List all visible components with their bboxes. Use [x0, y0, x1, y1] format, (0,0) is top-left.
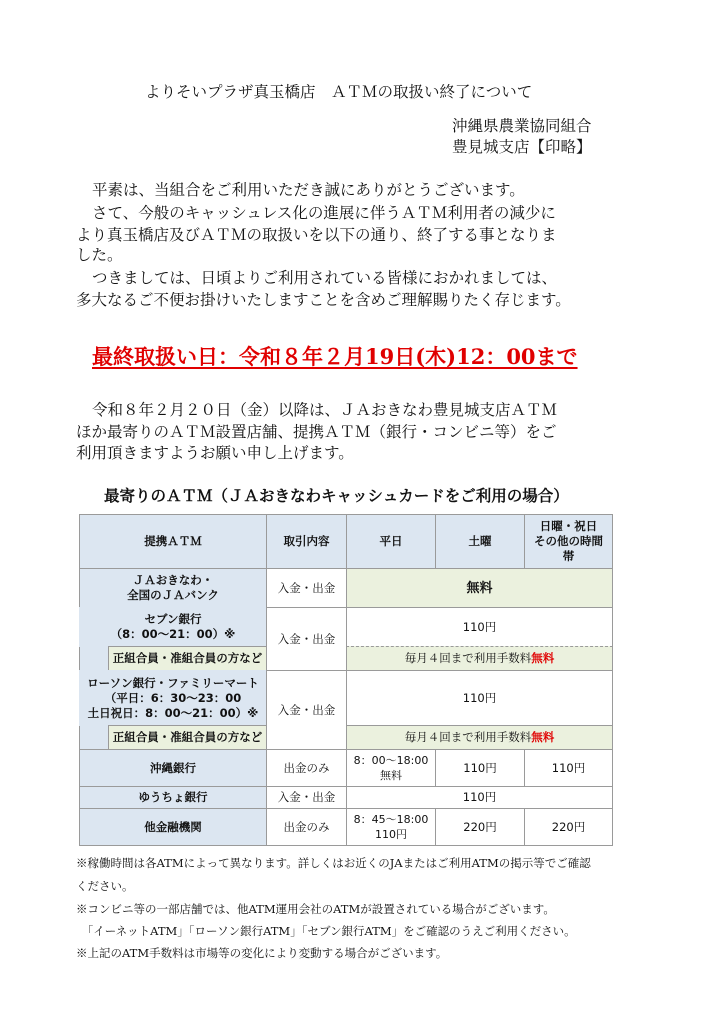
row-seven-member-fee: 毎月４回まで利用手数料 無料	[346, 646, 613, 671]
header-type: 取引内容	[266, 514, 347, 569]
row-yucho-name: ゆうちょ銀行	[79, 786, 267, 809]
row-lawson-member-fee: 毎月４回まで利用手数料 無料	[346, 725, 613, 750]
row-seven-type: 入金・出金	[266, 607, 347, 671]
row-lawson-name: ローソン銀行・ファミリーマート （平日：6：30～23：00 土日祝日：8：00～21：00）※	[79, 670, 267, 726]
free-label: 無料	[531, 651, 555, 665]
header-sunday: 日曜・祝日 その他の時間帯	[524, 514, 613, 569]
row-other-type: 出金のみ	[266, 808, 347, 846]
row-seven-name: セブン銀行 （8：00～21：00）※	[79, 607, 267, 647]
issuer-branch: 豊見城支店【印略】	[452, 138, 592, 156]
row-okinawa-name: 沖縄銀行	[79, 749, 267, 787]
row-lawson-fee: 110円	[346, 670, 613, 726]
page-title: よりそいプラザ真玉橋店 ＡＴＭの取扱い終了について	[145, 83, 533, 101]
note-line: 「イーネットATM」「ローソン銀行ATM」「セブン銀行ATM」をご確認のうえご利用ください。	[76, 924, 576, 938]
after-line: 利用頂きますようお願い申し上げます。	[76, 444, 354, 462]
atm-fee-table	[79, 514, 613, 846]
free-label: 無料	[531, 730, 555, 744]
intro-line: した。	[76, 246, 123, 264]
header-saturday: 土曜	[435, 514, 525, 569]
header-atm: 提携ＡＴＭ	[79, 514, 267, 569]
intro-line: 平素は、当組合をご利用いただき誠にありがとうございます。	[92, 181, 525, 199]
row-seven-fee: 110円	[346, 607, 613, 647]
row-ja-fee: 無料	[346, 568, 613, 608]
row-seven-member: 正組合員・准組合員の方など	[108, 646, 267, 671]
row-other-sun: 220円	[524, 808, 613, 846]
row-ja-type: 入金・出金	[266, 568, 347, 608]
row-yucho-type: 入金・出金	[266, 786, 347, 809]
intro-line: さて、今般のキャッシュレス化の進展に伴うＡＴＭ利用者の減少に	[92, 204, 556, 222]
intro-line: より真玉橋店及びＡＴＭの取扱いを以下の通り、終了する事となりま	[76, 226, 557, 244]
intro-line: つきましては、日頃よりご利用されている皆様におかれましては、	[92, 269, 558, 287]
row-ja-name: ＪＡおきなわ・ 全国のＪＡバンク	[79, 568, 267, 608]
intro-line: 多大なるご不便お掛けいたしますことを含めご理解賜りたく存じます。	[76, 291, 571, 309]
row-okinawa-sun: 110円	[524, 749, 613, 787]
row-okinawa-type: 出金のみ	[266, 749, 347, 787]
row-yucho-fee: 110円	[346, 786, 613, 809]
row-other-sat: 220円	[435, 808, 525, 846]
row-okinawa-sat: 110円	[435, 749, 525, 787]
row-lawson-type: 入金・出金	[266, 670, 347, 750]
after-line: 令和８年２月２０日（金）以降は、ＪＡおきなわ豊見城支店ＡＴＭ	[92, 401, 558, 419]
note-line: ※稼働時間は各ATMによって異なります。詳しくはお近くのJAまたはご利用ATMの掲示等でご確認	[76, 856, 591, 870]
row-okinawa-weekday: 8：00～18:00 無料	[346, 749, 436, 787]
row-other-weekday: 8：45～18:00 110円	[346, 808, 436, 846]
issuer-org: 沖縄県農業協同組合	[452, 117, 592, 135]
note-line: ※上記のATM手数料は市場等の変化により変動する場合がございます。	[76, 946, 448, 960]
row-other-name: 他金融機関	[79, 808, 267, 846]
after-line: ほか最寄りのＡＴＭ設置店舗、提携ＡＴＭ（銀行・コンビニ等）をご	[76, 423, 557, 441]
note-line: ください。	[76, 879, 134, 893]
header-weekday: 平日	[346, 514, 436, 569]
row-lawson-member: 正組合員・准組合員の方など	[108, 725, 267, 750]
note-line: ※コンビニ等の一部店舗では、他ATM運用会社のATMが設置されている場合がございます。	[76, 902, 555, 916]
deadline-heading: 最終取扱い日：令和８年２月19日(木)12：00まで	[92, 344, 578, 369]
table-caption: 最寄りのＡＴＭ（ＪＡおきなわキャッシュカードをご利用の場合）	[104, 486, 569, 505]
